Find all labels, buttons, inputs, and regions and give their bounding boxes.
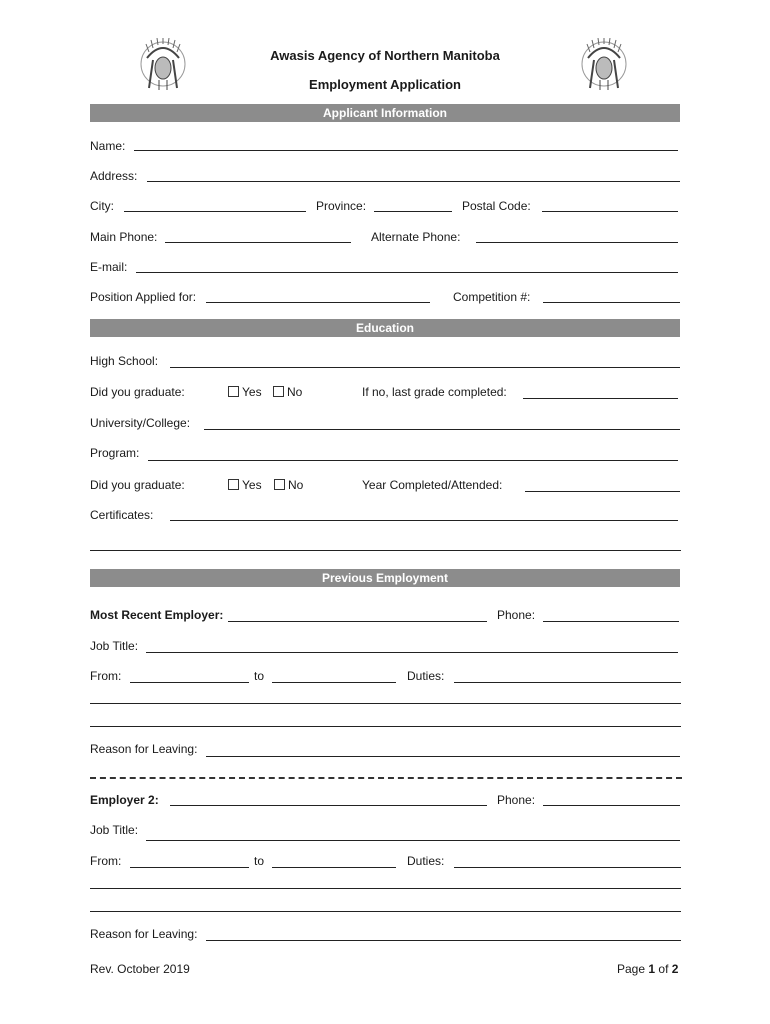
employer2-phone-label: Phone: bbox=[497, 793, 536, 807]
employer2-phone-field[interactable] bbox=[543, 805, 680, 806]
checkbox-label: No bbox=[288, 478, 304, 492]
graduated-hs-yes-checkbox[interactable] bbox=[228, 385, 262, 399]
alternate-phone-field[interactable] bbox=[476, 242, 678, 243]
postal-code-field[interactable] bbox=[542, 211, 678, 212]
main-phone-label: Main Phone: bbox=[90, 230, 158, 244]
employer2-duties-label: Duties: bbox=[407, 854, 445, 868]
employer2-duties-field[interactable] bbox=[454, 867, 681, 868]
city-label: City: bbox=[90, 199, 114, 213]
employer1-phone-field[interactable] bbox=[543, 621, 679, 622]
address-label: Address: bbox=[90, 169, 138, 183]
last-grade-label: If no, last grade completed: bbox=[362, 385, 507, 399]
employer1-to-label: to bbox=[254, 669, 265, 683]
employer1-duties-field[interactable] bbox=[454, 682, 681, 683]
agency-title: Awasis Agency of Northern Manitoba bbox=[270, 48, 500, 63]
checkbox-label: Yes bbox=[242, 385, 262, 399]
employer2-from-field[interactable] bbox=[130, 867, 249, 868]
employer1-job-title-field[interactable] bbox=[146, 652, 678, 653]
employer2-duties-line-2[interactable] bbox=[90, 888, 681, 889]
position-label: Position Applied for: bbox=[90, 290, 197, 304]
section-header-employment: Previous Employment bbox=[90, 569, 680, 587]
employer2-from-label: From: bbox=[90, 854, 122, 868]
employer1-to-field[interactable] bbox=[272, 682, 396, 683]
employer2-reason-label: Reason for Leaving: bbox=[90, 927, 198, 941]
current-page: 1 bbox=[648, 962, 656, 976]
page-number bbox=[617, 962, 678, 976]
checkbox-icon bbox=[228, 479, 239, 490]
checkbox-icon bbox=[273, 386, 284, 397]
graduated-hs-no-checkbox[interactable] bbox=[273, 385, 302, 399]
employer1-duties-line-3[interactable] bbox=[90, 726, 681, 727]
program-field[interactable] bbox=[148, 460, 678, 461]
graduated-hs-label: Did you graduate: bbox=[90, 385, 185, 399]
employer2-reason-field[interactable] bbox=[206, 940, 681, 941]
form-title: Employment Application bbox=[309, 77, 461, 92]
address-field[interactable] bbox=[147, 181, 680, 182]
competition-field[interactable] bbox=[543, 302, 680, 303]
employer1-phone-label: Phone: bbox=[497, 608, 536, 622]
email-field[interactable] bbox=[136, 272, 678, 273]
high-school-field[interactable] bbox=[170, 367, 680, 368]
section-divider bbox=[90, 777, 682, 779]
position-field[interactable] bbox=[206, 302, 430, 303]
employer1-reason-field[interactable] bbox=[206, 756, 680, 757]
name-label: Name: bbox=[90, 139, 126, 153]
university-field[interactable] bbox=[204, 429, 680, 430]
page-prefix: Page bbox=[617, 962, 646, 976]
employer1-from-field[interactable] bbox=[130, 682, 249, 683]
employer1-from-label: From: bbox=[90, 669, 122, 683]
employer2-field[interactable] bbox=[170, 805, 487, 806]
checkbox-label: No bbox=[287, 385, 303, 399]
employer1-reason-label: Reason for Leaving: bbox=[90, 742, 198, 756]
recent-employer-field[interactable] bbox=[228, 621, 487, 622]
province-label: Province: bbox=[316, 199, 367, 213]
high-school-label: High School: bbox=[90, 354, 159, 368]
last-grade-field[interactable] bbox=[523, 398, 678, 399]
checkbox-icon bbox=[274, 479, 285, 490]
checkbox-icon bbox=[228, 386, 239, 397]
certificates-label: Certificates: bbox=[90, 508, 154, 522]
year-completed-field[interactable] bbox=[525, 491, 680, 492]
program-label: Program: bbox=[90, 446, 140, 460]
employer1-duties-line-2[interactable] bbox=[90, 703, 681, 704]
competition-label: Competition #: bbox=[453, 290, 531, 304]
employer1-job-title-label: Job Title: bbox=[90, 639, 139, 653]
employer2-label: Employer 2: bbox=[90, 793, 159, 807]
employer2-to-label: to bbox=[254, 854, 265, 868]
page-of: of bbox=[658, 962, 669, 976]
year-completed-label: Year Completed/Attended: bbox=[362, 478, 503, 492]
postal-code-label: Postal Code: bbox=[462, 199, 531, 213]
university-label: University/College: bbox=[90, 416, 191, 430]
certificates-field-line-2[interactable] bbox=[90, 550, 681, 551]
graduated-college-no-checkbox[interactable] bbox=[274, 478, 303, 492]
recent-employer-label: Most Recent Employer: bbox=[90, 608, 224, 622]
employer2-job-title-field[interactable] bbox=[146, 840, 680, 841]
employer2-to-field[interactable] bbox=[272, 867, 396, 868]
section-header-education: Education bbox=[90, 319, 680, 337]
graduated-college-yes-checkbox[interactable] bbox=[228, 478, 262, 492]
graduated-college-label: Did you graduate: bbox=[90, 478, 185, 492]
employer2-job-title-label: Job Title: bbox=[90, 823, 139, 837]
checkbox-label: Yes bbox=[242, 478, 262, 492]
revision-date: Rev. October 2019 bbox=[90, 962, 190, 976]
alternate-phone-label: Alternate Phone: bbox=[371, 230, 461, 244]
main-phone-field[interactable] bbox=[165, 242, 351, 243]
certificates-field[interactable] bbox=[170, 520, 678, 521]
employer2-duties-line-3[interactable] bbox=[90, 911, 681, 912]
section-header-applicant: Applicant Information bbox=[90, 104, 680, 122]
name-field[interactable] bbox=[134, 150, 678, 151]
email-label: E-mail: bbox=[90, 260, 128, 274]
city-field[interactable] bbox=[124, 211, 306, 212]
employer1-duties-label: Duties: bbox=[407, 669, 445, 683]
province-field[interactable] bbox=[374, 211, 452, 212]
total-pages: 2 bbox=[671, 962, 679, 976]
